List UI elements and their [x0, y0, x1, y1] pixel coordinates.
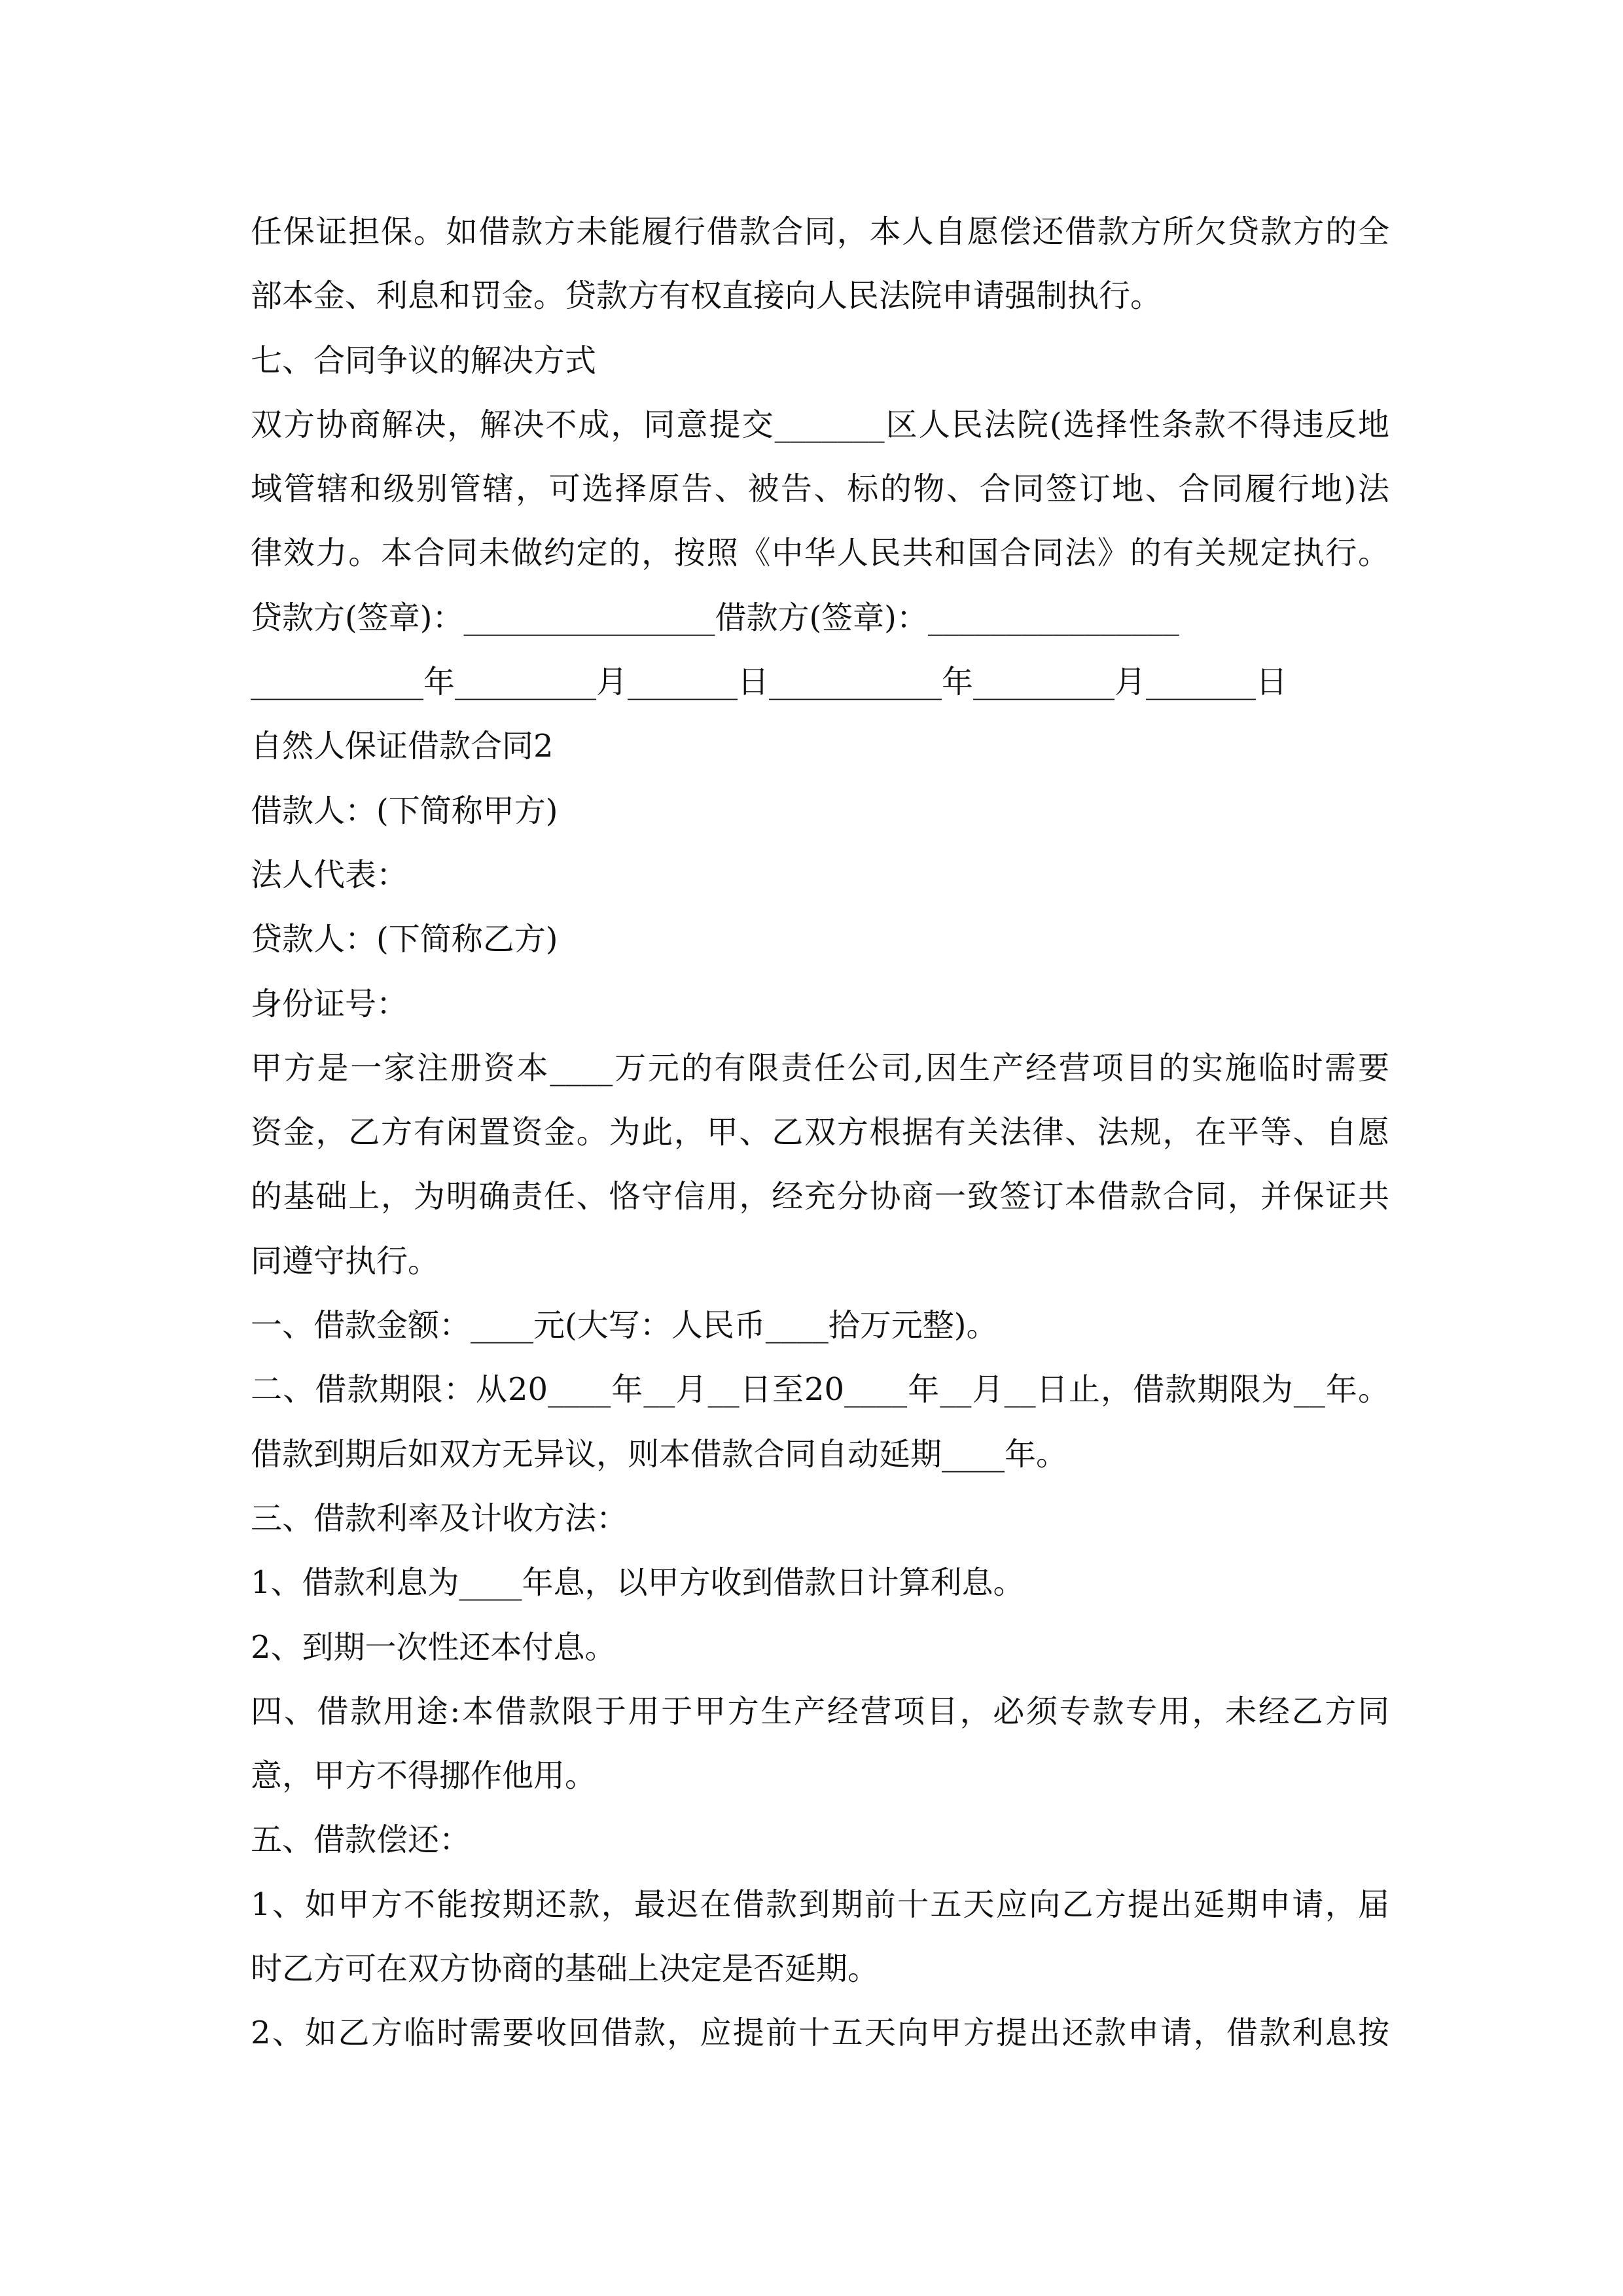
- clause-line: 1、借款利息为____年息，以甲方收到借款日计算利息。: [251, 1564, 1025, 1602]
- clause-line: 2、如乙方临时需要收回借款，应提前十五天向甲方提出还款申请，借款利息按: [251, 2015, 1389, 2052]
- clause-line: 借款到期后如双方无异议，则本借款合同自动延期____年。: [251, 1435, 1068, 1473]
- paragraph-line: 资金，乙方有闲置资金。为此，甲、乙双方根据有关法律、法规，在平等、自愿: [251, 1114, 1389, 1151]
- paragraph-line: 域管辖和级别管辖，可选择原告、被告、标的物、合同签订地、合同履行地)法: [251, 471, 1389, 508]
- signature-line: 贷款方(签章)：________________借款方(签章)：________________: [251, 599, 1179, 636]
- section-heading: 五、借款偿还：: [251, 1821, 471, 1859]
- document-title: 自然人保证借款合同2: [251, 728, 554, 765]
- clause-line: 二、借款期限：从20____年__月__日至20____年__月__日止，借款期限为__年。: [251, 1371, 1389, 1408]
- document-body: [251, 200, 1389, 2066]
- paragraph-line: 任保证担保。如借款方未能履行借款合同，本人自愿偿还借款方所欠贷款方的全: [251, 213, 1389, 250]
- clause-line: 意，甲方不得挪作他用。: [251, 1757, 597, 1795]
- clause-line: 四、借款用途:本借款限于用于甲方生产经营项目，必须专款专用，未经乙方同: [251, 1693, 1389, 1730]
- paragraph-line: 部本金、利息和罚金。贷款方有权直接向人民法院申请强制执行。: [251, 278, 1162, 315]
- party-field: 借款人：(下简称甲方): [251, 792, 558, 829]
- clause-line: 时乙方可在双方协商的基础上决定是否延期。: [251, 1950, 880, 1988]
- party-field: 贷款人：(下简称乙方): [251, 921, 558, 958]
- date-line: ___________年_________月_______日___________年_________月_______日: [251, 664, 1288, 701]
- section-heading: 三、借款利率及计收方法：: [251, 1499, 628, 1537]
- clause-line: 1、如甲方不能按期还款，最迟在借款到期前十五天应向乙方提出延期申请，届: [251, 1886, 1389, 1923]
- clause-line: 一、借款金额：____元(大写：人民币____拾万元整)。: [251, 1307, 998, 1344]
- section-heading: 七、合同争议的解决方式: [251, 342, 597, 379]
- party-field: 法人代表：: [251, 856, 408, 893]
- paragraph-line: 双方协商解决，解决不成，同意提交_______区人民法院(选择性条款不得违反地: [251, 406, 1389, 443]
- clause-line: 2、到期一次性还本付息。: [251, 1628, 616, 1666]
- paragraph-line: 甲方是一家注册资本____万元的有限责任公司,因生产经营项目的实施临时需要: [251, 1049, 1389, 1086]
- paragraph-line: 的基础上，为明确责任、恪守信用，经充分协商一致签订本借款合同，并保证共: [251, 1178, 1389, 1215]
- paragraph-line: 同遵守执行。: [251, 1242, 440, 1280]
- party-field: 身份证号：: [251, 985, 408, 1022]
- paragraph-line: 律效力。本合同未做约定的，按照《中华人民共和国合同法》的有关规定执行。: [251, 535, 1389, 572]
